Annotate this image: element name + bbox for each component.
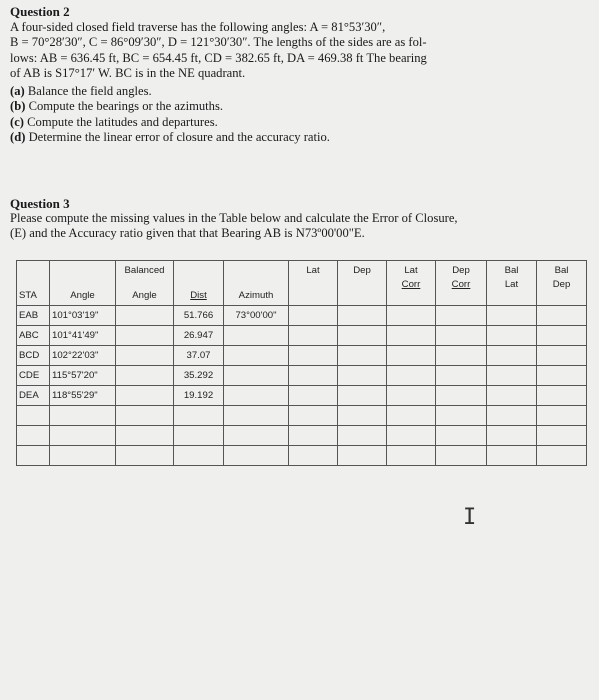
cell-bal-dep bbox=[537, 306, 587, 326]
cell-lat bbox=[289, 406, 338, 426]
cell-lat-corr bbox=[387, 426, 436, 446]
question-2-heading: Question 2 bbox=[10, 4, 70, 19]
cell-bal-lat bbox=[487, 406, 537, 426]
cell-balanced bbox=[116, 446, 174, 466]
cell-bal-lat bbox=[487, 326, 537, 346]
table-body bbox=[17, 306, 587, 466]
question-3 bbox=[10, 196, 590, 241]
cell-bal-dep bbox=[537, 346, 587, 366]
cell-dep bbox=[338, 326, 387, 346]
cell-dist: 26.947 bbox=[174, 326, 224, 346]
cell-bal-dep bbox=[537, 366, 587, 386]
header-cell-lat-corr: Lat Corr bbox=[387, 261, 436, 306]
task-text: Compute the latitudes and departures. bbox=[27, 114, 218, 129]
cell-balanced bbox=[116, 326, 174, 346]
cell-bal-dep bbox=[537, 426, 587, 446]
cell-azimuth bbox=[224, 326, 289, 346]
cell-sta: ABC bbox=[17, 326, 50, 346]
cell-azimuth: 73°00'00" bbox=[224, 306, 289, 326]
problem-line: lows: AB = 636.45 ft, BC = 654.45 ft, CD = 382.65 ft, DA = 469.38 ft The bearing bbox=[10, 50, 427, 65]
header-cell-bal-dep: Bal Dep bbox=[537, 261, 587, 306]
cell-dist: 19.192 bbox=[174, 386, 224, 406]
problem-line: A four-sided closed field traverse has the following angles: A = 81°53′30″, bbox=[10, 19, 386, 34]
cell-azimuth bbox=[224, 426, 289, 446]
cell-bal-dep bbox=[537, 326, 587, 346]
cell-balanced bbox=[116, 406, 174, 426]
cell-azimuth bbox=[224, 446, 289, 466]
cell-bal-lat bbox=[487, 306, 537, 326]
cell-bal-lat bbox=[487, 386, 537, 406]
task-item bbox=[10, 115, 590, 131]
cell-dep bbox=[338, 306, 387, 326]
table-row bbox=[17, 326, 587, 346]
task-text: Compute the bearings or the azimuths. bbox=[28, 99, 224, 113]
table-row bbox=[17, 346, 587, 366]
task-item bbox=[10, 84, 590, 100]
header-cell-angle: Angle bbox=[50, 261, 116, 306]
header-cell-dep: Dep bbox=[338, 261, 387, 306]
cell-lat bbox=[289, 366, 338, 386]
cell-angle bbox=[50, 446, 116, 466]
cell-dist: 37.07 bbox=[174, 346, 224, 366]
cell-dep-corr bbox=[436, 326, 487, 346]
cell-dist bbox=[174, 446, 224, 466]
cell-azimuth bbox=[224, 406, 289, 426]
task-letter: (c) bbox=[10, 114, 24, 129]
traverse-table bbox=[16, 260, 587, 466]
header-cell-bal-lat: Bal Lat bbox=[487, 261, 537, 306]
cell-bal-dep bbox=[537, 386, 587, 406]
cell-dep bbox=[338, 346, 387, 366]
header-cell-balanced-angle: Balanced Angle bbox=[116, 261, 174, 306]
cell-lat bbox=[289, 326, 338, 346]
table-row bbox=[17, 386, 587, 406]
cell-sta: EAB bbox=[17, 306, 50, 326]
cell-dep-corr bbox=[436, 446, 487, 466]
cell-sta bbox=[17, 406, 50, 426]
cell-lat-corr bbox=[387, 386, 436, 406]
cell-bal-lat bbox=[487, 346, 537, 366]
cell-dep-corr bbox=[436, 306, 487, 326]
cell-dep-corr bbox=[436, 386, 487, 406]
task-item bbox=[10, 99, 590, 115]
cell-bal-lat bbox=[487, 426, 537, 446]
table-row bbox=[17, 306, 587, 326]
cell-azimuth bbox=[224, 386, 289, 406]
cell-sta bbox=[17, 426, 50, 446]
table-header-row bbox=[17, 261, 587, 306]
table-row bbox=[17, 406, 587, 426]
cell-sta: BCD bbox=[17, 346, 50, 366]
task-text: Balance the field angles. bbox=[27, 83, 152, 98]
cell-lat-corr bbox=[387, 306, 436, 326]
cell-sta: DEA bbox=[17, 386, 50, 406]
question-3-line: Please compute the missing values in the Table below and calculate the Error of Closure, bbox=[10, 211, 458, 225]
cell-angle: 115°57'20" bbox=[50, 366, 116, 386]
cell-angle bbox=[50, 426, 116, 446]
cell-balanced bbox=[116, 366, 174, 386]
cell-balanced bbox=[116, 306, 174, 326]
cell-angle: 101°03'19" bbox=[50, 306, 116, 326]
cell-balanced bbox=[116, 386, 174, 406]
header-cell-sta: STA bbox=[17, 261, 50, 306]
question-2 bbox=[10, 4, 590, 146]
cell-dep-corr bbox=[436, 426, 487, 446]
header-cell-dep-corr: Dep Corr bbox=[436, 261, 487, 306]
cell-bal-lat bbox=[487, 366, 537, 386]
problem-line: B = 70°28′30″, C = 86°09′30″, D = 121°30′30″. The lengths of the sides are as fol- bbox=[10, 35, 427, 49]
cell-lat-corr bbox=[387, 406, 436, 426]
cell-dep bbox=[338, 426, 387, 446]
task-item bbox=[10, 130, 590, 146]
cell-sta: CDE bbox=[17, 366, 50, 386]
cell-balanced bbox=[116, 346, 174, 366]
cell-sta bbox=[17, 446, 50, 466]
problem-line: of AB is S17°17′ W. BC is in the NE quadrant. bbox=[10, 66, 246, 80]
cell-lat bbox=[289, 446, 338, 466]
task-letter: (d) bbox=[10, 130, 26, 144]
cell-dist: 51.766 bbox=[174, 306, 224, 326]
cell-lat-corr bbox=[387, 366, 436, 386]
cell-dep bbox=[338, 406, 387, 426]
cell-angle: 118°55'29" bbox=[50, 386, 116, 406]
cell-dep bbox=[338, 446, 387, 466]
table-row bbox=[17, 446, 587, 466]
cell-dep-corr bbox=[436, 406, 487, 426]
cell-dep bbox=[338, 386, 387, 406]
cell-lat-corr bbox=[387, 326, 436, 346]
cell-balanced bbox=[116, 426, 174, 446]
table-row bbox=[17, 426, 587, 446]
cell-lat bbox=[289, 386, 338, 406]
cell-dist: 35.292 bbox=[174, 366, 224, 386]
question-2-tasks bbox=[10, 84, 590, 146]
cell-angle: 101°41'49" bbox=[50, 326, 116, 346]
question-3-heading: Question 3 bbox=[10, 196, 70, 211]
cell-lat-corr bbox=[387, 446, 436, 466]
cell-bal-dep bbox=[537, 446, 587, 466]
task-letter: (b) bbox=[10, 99, 26, 113]
cell-lat bbox=[289, 306, 338, 326]
header-cell-lat: Lat bbox=[289, 261, 338, 306]
text-cursor-icon: I bbox=[463, 505, 477, 530]
cell-dep bbox=[338, 366, 387, 386]
cell-dep-corr bbox=[436, 346, 487, 366]
question-3-line: (E) and the Accuracy ratio given that that Bearing AB is N73º00'00"E. bbox=[10, 226, 365, 240]
cell-dist bbox=[174, 426, 224, 446]
cell-angle bbox=[50, 406, 116, 426]
cell-lat bbox=[289, 426, 338, 446]
cell-dep-corr bbox=[436, 366, 487, 386]
cell-azimuth bbox=[224, 366, 289, 386]
cell-dist bbox=[174, 406, 224, 426]
header-cell-dist: Dist bbox=[174, 261, 224, 306]
cell-lat-corr bbox=[387, 346, 436, 366]
task-letter: (a) bbox=[10, 83, 25, 98]
table-row bbox=[17, 366, 587, 386]
cell-lat bbox=[289, 346, 338, 366]
task-text: Determine the linear error of closure and the accuracy ratio. bbox=[28, 130, 330, 144]
cell-angle: 102°22'03" bbox=[50, 346, 116, 366]
header-cell-azimuth: Azimuth bbox=[224, 261, 289, 306]
cell-bal-lat bbox=[487, 446, 537, 466]
question-2-problem-text bbox=[10, 20, 590, 82]
cell-bal-dep bbox=[537, 406, 587, 426]
cell-azimuth bbox=[224, 346, 289, 366]
